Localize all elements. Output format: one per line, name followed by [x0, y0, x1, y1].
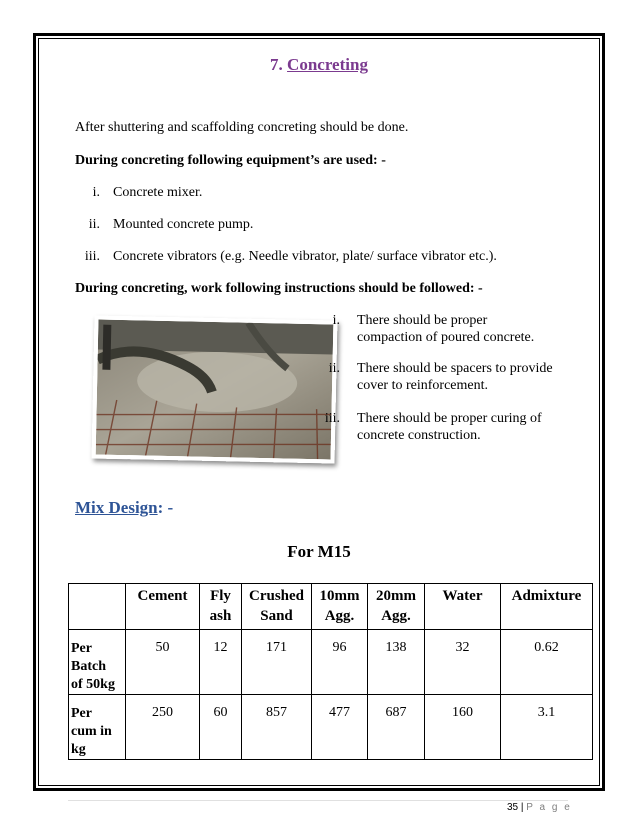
mix-design-table: [68, 583, 593, 760]
concrete-photo-illustration: [96, 320, 334, 460]
footer-divider: [68, 800, 568, 801]
table-cell: 138: [368, 630, 425, 695]
header-cell: 20mm Agg.: [368, 584, 425, 630]
header-cell: 10mm Agg.: [312, 584, 368, 630]
mix-design-heading: [75, 498, 173, 518]
instructions-heading: During concreting, work following instructions should be followed: -: [75, 281, 483, 296]
header-cell: [69, 584, 126, 630]
grade-heading: For M15: [287, 542, 351, 561]
table-cell: 477: [312, 695, 368, 760]
table-cell: 250: [126, 695, 200, 760]
list-number: i.: [92, 185, 100, 200]
header-cell: Crushed Sand: [242, 584, 312, 630]
row-header: Per Batch of 50kg: [69, 630, 126, 695]
footer-separator: |: [518, 802, 527, 813]
table-cell: 171: [242, 630, 312, 695]
mix-design-link[interactable]: Mix Design: [75, 498, 158, 517]
list-text: Concrete mixer.: [113, 185, 203, 200]
list-text: Mounted concrete pump.: [113, 217, 254, 232]
header-cell: Admixture: [501, 584, 593, 630]
mix-design-suffix: : -: [157, 498, 174, 517]
table-cell: 50: [126, 630, 200, 695]
page-footer: [507, 802, 572, 813]
list-number: iii.: [324, 411, 340, 426]
list-text-line1: There should be proper curing of: [357, 411, 542, 426]
table-cell: 857: [242, 695, 312, 760]
list-text-line1: There should be spacers to provide: [357, 361, 553, 376]
list-text-line2: compaction of poured concrete.: [357, 330, 535, 345]
section-number: 7.: [270, 55, 283, 74]
list-text: Concrete vibrators (e.g. Needle vibrator, plate/ surface vibrator etc.).: [113, 249, 497, 264]
row-header: Per cum in kg: [69, 695, 126, 760]
page-label: P a g e: [526, 802, 572, 813]
list-text-line2: cover to reinforcement.: [357, 378, 488, 393]
table-row: [69, 630, 593, 695]
table-cell: 160: [425, 695, 501, 760]
table-header-row: [69, 584, 593, 630]
intro-paragraph: After shuttering and scaffolding concreting should be done.: [75, 120, 409, 135]
instruction-item: [318, 313, 535, 345]
equipment-item: [74, 217, 594, 233]
concrete-pouring-photo: [92, 315, 338, 463]
list-number: iii.: [84, 249, 100, 264]
equipment-item: [74, 185, 594, 201]
header-cell: Water: [425, 584, 501, 630]
equipment-heading: During concreting following equipment’s are used: -: [75, 153, 386, 168]
list-number: i.: [332, 313, 340, 328]
page-number: 35: [507, 802, 519, 813]
header-cell: Cement: [126, 584, 200, 630]
equipment-item: [74, 249, 594, 265]
list-number: ii.: [328, 361, 340, 376]
table-cell: 32: [425, 630, 501, 695]
table-row: [69, 695, 593, 760]
instruction-item: [318, 361, 553, 393]
section-title: [0, 55, 638, 75]
table-cell: 60: [200, 695, 242, 760]
table-cell: 12: [200, 630, 242, 695]
table-cell: 687: [368, 695, 425, 760]
list-text-line2: concrete construction.: [357, 428, 481, 443]
section-title-text[interactable]: Concreting: [287, 55, 368, 74]
table-cell: 96: [312, 630, 368, 695]
table-cell: 3.1: [501, 695, 593, 760]
list-text-line1: There should be proper: [357, 313, 488, 328]
header-cell: Fly ash: [200, 584, 242, 630]
list-number: ii.: [88, 217, 100, 232]
table-cell: 0.62: [501, 630, 593, 695]
instruction-item: [318, 411, 542, 443]
